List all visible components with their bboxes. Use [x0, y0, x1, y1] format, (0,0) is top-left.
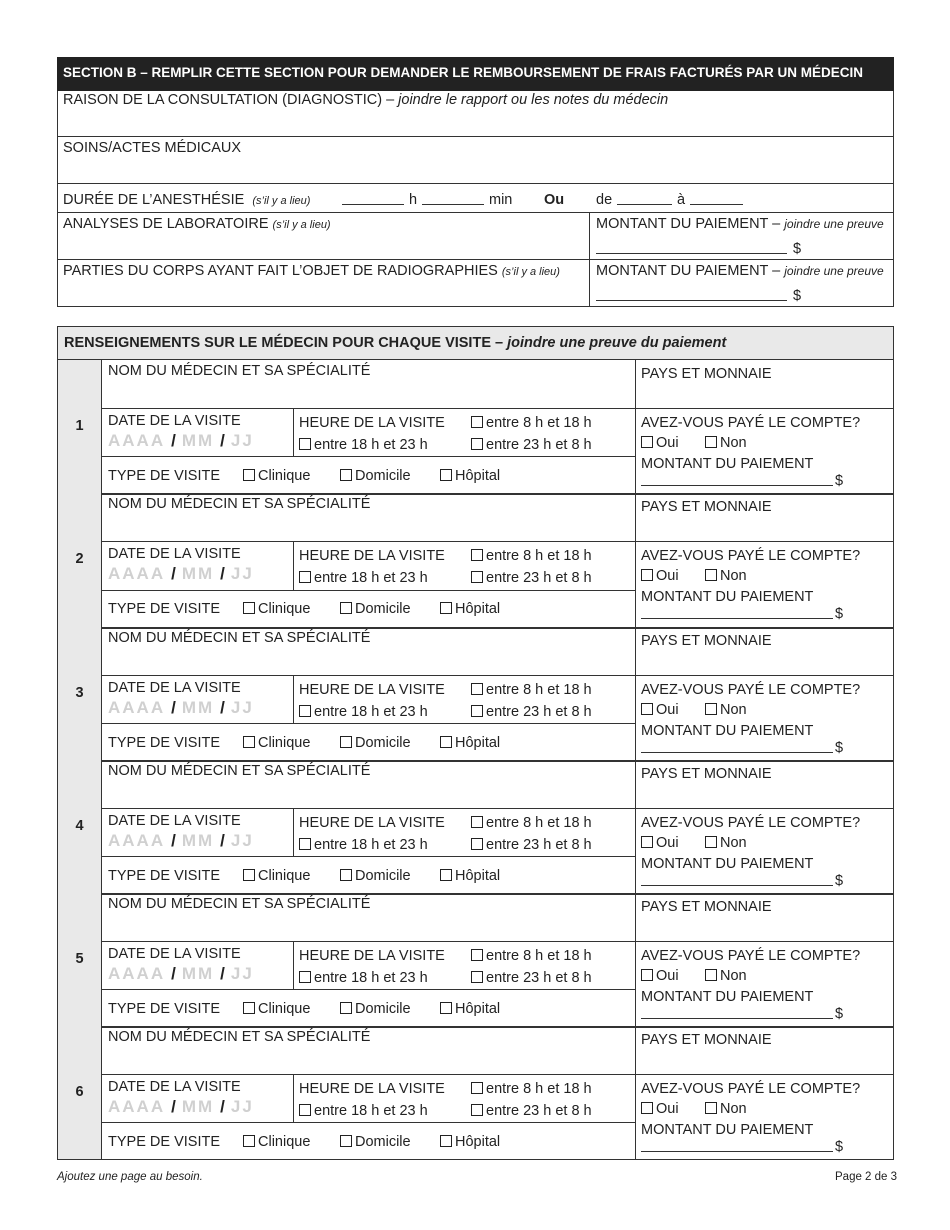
type-clinic-option[interactable]: Clinique	[243, 735, 310, 752]
checkbox[interactable]	[440, 1135, 452, 1147]
date-month-placeholder: MM	[181, 1097, 215, 1116]
date-separator: /	[171, 564, 176, 583]
visit-date-label: DATE DE LA VISITE	[108, 813, 241, 829]
type-hospital-option[interactable]: Hôpital	[440, 1134, 500, 1151]
time-option-2[interactable]: entre 18 h et 23 h	[299, 970, 428, 987]
type-home-option[interactable]: Domicile	[340, 735, 411, 752]
visit-type-label: TYPE DE VISITE	[108, 868, 220, 884]
amount-label: MONTANT DU PAIEMENT	[641, 856, 814, 872]
checkbox[interactable]	[705, 703, 717, 715]
checkbox[interactable]	[471, 549, 483, 561]
paid-question-label: AVEZ-VOUS PAYÉ LE COMPTE?	[641, 682, 861, 698]
checkbox[interactable]	[440, 869, 452, 881]
checkbox[interactable]	[243, 1135, 255, 1147]
doctor-name-label: NOM DU MÉDECIN ET SA SPÉCIALITÉ	[108, 630, 371, 646]
amount-input[interactable]	[641, 1006, 833, 1019]
lab-currency: $	[793, 241, 802, 257]
lab-payment-input[interactable]	[596, 241, 787, 254]
time-option-3[interactable]: entre 23 h et 8 h	[471, 837, 592, 854]
date-month-placeholder: MM	[181, 964, 215, 983]
care-input[interactable]	[57, 137, 894, 183]
reason-input[interactable]	[57, 91, 894, 136]
time-option-2[interactable]: entre 18 h et 23 h	[299, 1103, 428, 1120]
country-currency-label: PAYS ET MONNAIE	[641, 366, 772, 382]
country-currency-input[interactable]	[636, 1050, 893, 1073]
checkbox[interactable]	[471, 438, 483, 450]
lab-payment-note: joindre une preuve	[784, 217, 884, 231]
xray-input[interactable]	[57, 260, 589, 306]
country-currency-input[interactable]	[636, 384, 893, 407]
date-year-placeholder: AAAA	[108, 698, 166, 717]
type-home-option[interactable]: Domicile	[340, 1001, 411, 1018]
checkbox[interactable]	[471, 683, 483, 695]
date-separator: /	[171, 698, 176, 717]
xray-currency: $	[793, 288, 802, 304]
type-home-option[interactable]: Domicile	[340, 868, 411, 885]
xray-payment-label: MONTANT DU PAIEMENT – joindre une preuve	[596, 263, 884, 279]
amount-currency: $	[835, 873, 844, 889]
amount-input[interactable]	[641, 873, 833, 886]
paid-no-option[interactable]: Non	[705, 968, 747, 985]
xray-payment-note: joindre une preuve	[784, 264, 884, 278]
visit-time-label: HEURE DE LA VISITE	[299, 415, 445, 431]
lab-input[interactable]	[57, 213, 589, 259]
date-month-placeholder: MM	[181, 431, 215, 450]
time-option-2[interactable]: entre 18 h et 23 h	[299, 437, 428, 454]
country-currency-label: PAYS ET MONNAIE	[641, 1032, 772, 1048]
doctor-name-input[interactable]	[102, 913, 634, 940]
visit-type-label: TYPE DE VISITE	[108, 601, 220, 617]
time-option-1[interactable]: entre 8 h et 18 h	[471, 415, 592, 432]
paid-question-label: AVEZ-VOUS PAYÉ LE COMPTE?	[641, 1081, 861, 1097]
lab-label: ANALYSES DE LABORATOIRE (s’il y a lieu)	[63, 216, 331, 232]
amount-currency: $	[835, 1139, 844, 1155]
checkbox[interactable]	[471, 1104, 483, 1116]
doctor-info-note: joindre une preuve du paiement	[507, 335, 727, 351]
date-separator: /	[220, 698, 225, 717]
anesthesia-hours-input[interactable]	[342, 192, 404, 205]
date-separator: /	[220, 831, 225, 850]
doctor-info-title: RENSEIGNEMENTS SUR LE MÉDECIN POUR CHAQUE VISITE –	[64, 335, 504, 351]
doctor-name-label: NOM DU MÉDECIN ET SA SPÉCIALITÉ	[108, 896, 371, 912]
date-year-placeholder: AAAA	[108, 564, 166, 583]
type-hospital-option[interactable]: Hôpital	[440, 1001, 500, 1018]
checkbox[interactable]	[440, 1002, 452, 1014]
paid-yes-option[interactable]: Oui	[641, 968, 679, 985]
date-year-placeholder: AAAA	[108, 1097, 166, 1116]
time-option-1[interactable]: entre 8 h et 18 h	[471, 1081, 592, 1098]
checkbox[interactable]	[299, 705, 311, 717]
type-clinic-option[interactable]: Clinique	[243, 468, 310, 485]
doctor-name-input[interactable]	[102, 380, 634, 407]
visit-type-label: TYPE DE VISITE	[108, 1001, 220, 1017]
amount-currency: $	[835, 473, 844, 489]
time-option-2[interactable]: entre 18 h et 23 h	[299, 704, 428, 721]
amount-input[interactable]	[641, 740, 833, 753]
reason-note: joindre le rapport ou les notes du médecin	[398, 92, 669, 108]
checkbox[interactable]	[705, 569, 717, 581]
date-year-placeholder: AAAA	[108, 964, 166, 983]
checkbox[interactable]	[340, 469, 352, 481]
doctor-name-input[interactable]	[102, 513, 634, 540]
amount-label: MONTANT DU PAIEMENT	[641, 723, 814, 739]
date-day-placeholder: JJ	[230, 831, 254, 850]
date-day-placeholder: JJ	[230, 431, 254, 450]
checkbox[interactable]	[440, 469, 452, 481]
visit-date-label: DATE DE LA VISITE	[108, 946, 241, 962]
type-clinic-option[interactable]: Clinique	[243, 1001, 310, 1018]
visit-date-input[interactable]	[108, 831, 254, 851]
checkbox[interactable]	[471, 1082, 483, 1094]
to-label: à	[677, 192, 686, 208]
type-clinic-option[interactable]: Clinique	[243, 1134, 310, 1151]
date-day-placeholder: JJ	[230, 564, 254, 583]
lab-payment-label: MONTANT DU PAIEMENT – joindre une preuve	[596, 216, 884, 232]
visit-date-label: DATE DE LA VISITE	[108, 1079, 241, 1095]
checkbox[interactable]	[471, 416, 483, 428]
amount-label: MONTANT DU PAIEMENT	[641, 1122, 814, 1138]
date-month-placeholder: MM	[181, 564, 215, 583]
anesthesia-from-input[interactable]	[617, 192, 672, 205]
type-hospital-option[interactable]: Hôpital	[440, 868, 500, 885]
time-option-3[interactable]: entre 23 h et 8 h	[471, 704, 592, 721]
checkbox[interactable]	[299, 1104, 311, 1116]
paid-no-option[interactable]: Non	[705, 568, 747, 585]
anesthesia-to-input[interactable]	[690, 192, 743, 205]
visit-date-input[interactable]	[108, 564, 254, 584]
checkbox[interactable]	[340, 736, 352, 748]
doctor-name-input[interactable]	[102, 780, 634, 807]
checkbox[interactable]	[440, 602, 452, 614]
amount-label: MONTANT DU PAIEMENT	[641, 456, 814, 472]
paid-no-option[interactable]: Non	[705, 435, 747, 452]
checkbox[interactable]	[340, 1002, 352, 1014]
xray-payment-input[interactable]	[596, 288, 787, 301]
visit-date-input[interactable]	[108, 964, 254, 984]
visit-number: 4	[75, 817, 84, 834]
checkbox[interactable]	[641, 836, 653, 848]
date-month-placeholder: MM	[181, 831, 215, 850]
visit-number: 2	[75, 551, 84, 567]
amount-label: MONTANT DU PAIEMENT	[641, 989, 814, 1005]
checkbox[interactable]	[243, 469, 255, 481]
checkbox[interactable]	[243, 1002, 255, 1014]
visit-type-label: TYPE DE VISITE	[108, 1134, 220, 1150]
type-home-option[interactable]: Domicile	[340, 1134, 411, 1151]
time-option-2[interactable]: entre 18 h et 23 h	[299, 837, 428, 854]
checkbox[interactable]	[471, 838, 483, 850]
date-separator: /	[220, 1097, 225, 1116]
checkbox[interactable]	[471, 971, 483, 983]
doctor-info-header	[57, 326, 894, 360]
visit-number: 3	[75, 684, 84, 701]
paid-yes-option[interactable]: Oui	[641, 835, 679, 852]
time-option-3[interactable]: entre 23 h et 8 h	[471, 1103, 592, 1120]
country-currency-input[interactable]	[636, 517, 893, 540]
doctor-name-label: NOM DU MÉDECIN ET SA SPÉCIALITÉ	[108, 1029, 371, 1045]
unit-minutes: min	[489, 192, 513, 208]
checkbox[interactable]	[705, 1102, 717, 1114]
visit-time-label: HEURE DE LA VISITE	[299, 948, 445, 964]
checkbox[interactable]	[299, 438, 311, 450]
visit-date-label: DATE DE LA VISITE	[108, 546, 241, 562]
footer-note: Ajoutez une page au besoin.	[57, 1171, 203, 1183]
checkbox[interactable]	[641, 969, 653, 981]
checkbox[interactable]	[299, 971, 311, 983]
date-separator: /	[220, 564, 225, 583]
checkbox[interactable]	[641, 569, 653, 581]
date-year-placeholder: AAAA	[108, 831, 166, 850]
time-option-1[interactable]: entre 8 h et 18 h	[471, 682, 592, 699]
visit-time-label: HEURE DE LA VISITE	[299, 815, 445, 831]
xray-if-applicable: (s’il y a lieu)	[501, 266, 560, 278]
time-option-1[interactable]: entre 8 h et 18 h	[471, 948, 592, 965]
anesthesia-minutes-input[interactable]	[422, 192, 484, 205]
checkbox[interactable]	[705, 836, 717, 848]
visit-type-label: TYPE DE VISITE	[108, 468, 220, 484]
visit-time-label: HEURE DE LA VISITE	[299, 1081, 445, 1097]
date-separator: /	[220, 431, 225, 450]
visit-number: 1	[75, 417, 84, 434]
paid-no-option[interactable]: Non	[705, 1101, 747, 1118]
type-clinic-option[interactable]: Clinique	[243, 868, 310, 885]
time-option-3[interactable]: entre 23 h et 8 h	[471, 970, 592, 987]
visit-number: 5	[75, 950, 84, 967]
section-b-title: SECTION B – REMPLIR CETTE SECTION POUR DEMANDER LE REMBOURSEMENT DE FRAIS FACTURÉS PAR UN MÉDECIN	[63, 65, 864, 80]
type-hospital-option[interactable]: Hôpital	[440, 601, 500, 618]
visit-type-label: TYPE DE VISITE	[108, 735, 220, 751]
paid-no-option[interactable]: Non	[705, 835, 747, 852]
checkbox[interactable]	[471, 949, 483, 961]
visit-date-input[interactable]	[108, 1097, 254, 1117]
visit-date-label: DATE DE LA VISITE	[108, 680, 241, 696]
date-separator: /	[171, 431, 176, 450]
doctor-name-input[interactable]	[102, 647, 634, 674]
checkbox[interactable]	[299, 838, 311, 850]
visit-date-label: DATE DE LA VISITE	[108, 413, 241, 429]
date-separator: /	[171, 831, 176, 850]
reason-label: RAISON DE LA CONSULTATION (DIAGNOSTIC) – joindre le rapport ou les notes du médecin	[63, 92, 669, 108]
visit-date-input[interactable]	[108, 698, 254, 718]
doctor-name-label: NOM DU MÉDECIN ET SA SPÉCIALITÉ	[108, 763, 371, 779]
date-month-placeholder: MM	[181, 698, 215, 717]
date-year-placeholder: AAAA	[108, 431, 166, 450]
paid-yes-option[interactable]: Oui	[641, 1101, 679, 1118]
checkbox[interactable]	[243, 736, 255, 748]
amount-input[interactable]	[641, 1139, 833, 1152]
checkbox[interactable]	[705, 436, 717, 448]
paid-question-label: AVEZ-VOUS PAYÉ LE COMPTE?	[641, 548, 861, 564]
checkbox[interactable]	[299, 571, 311, 583]
from-label: de	[596, 192, 613, 208]
checkbox[interactable]	[471, 571, 483, 583]
doctor-name-label: NOM DU MÉDECIN ET SA SPÉCIALITÉ	[108, 363, 371, 379]
type-hospital-option[interactable]: Hôpital	[440, 468, 500, 485]
amount-currency: $	[835, 606, 844, 622]
checkbox[interactable]	[340, 602, 352, 614]
section-b-header	[57, 57, 894, 91]
visit-date-input[interactable]	[108, 431, 254, 451]
care-label: SOINS/ACTES MÉDICAUX	[63, 140, 242, 156]
time-option-3[interactable]: entre 23 h et 8 h	[471, 570, 592, 587]
anesthesia-label: DURÉE DE L’ANESTHÉSIE (s’il y a lieu)	[63, 192, 311, 208]
date-day-placeholder: JJ	[230, 1097, 254, 1116]
type-home-option[interactable]: Domicile	[340, 468, 411, 485]
unit-hours: h	[409, 192, 418, 208]
paid-yes-option[interactable]: Oui	[641, 702, 679, 719]
anesthesia-if-applicable: (s’il y a lieu)	[252, 195, 311, 207]
amount-currency: $	[835, 740, 844, 756]
paid-question-label: AVEZ-VOUS PAYÉ LE COMPTE?	[641, 415, 861, 431]
country-currency-label: PAYS ET MONNAIE	[641, 633, 772, 649]
checkbox[interactable]	[340, 1135, 352, 1147]
date-separator: /	[171, 1097, 176, 1116]
checkbox[interactable]	[471, 705, 483, 717]
amount-input[interactable]	[641, 473, 833, 486]
paid-no-option[interactable]: Non	[705, 702, 747, 719]
country-currency-label: PAYS ET MONNAIE	[641, 499, 772, 515]
visit-time-label: HEURE DE LA VISITE	[299, 548, 445, 564]
country-currency-label: PAYS ET MONNAIE	[641, 766, 772, 782]
xray-label: PARTIES DU CORPS AYANT FAIT L’OBJET DE RADIOGRAPHIES (s’il y a lieu)	[63, 263, 560, 279]
page-number: Page 2 de 3	[835, 1171, 898, 1183]
lab-if-applicable: (s’il y a lieu)	[272, 219, 331, 231]
paid-question-label: AVEZ-VOUS PAYÉ LE COMPTE?	[641, 815, 861, 831]
checkbox[interactable]	[641, 1102, 653, 1114]
type-hospital-option[interactable]: Hôpital	[440, 735, 500, 752]
checkbox[interactable]	[340, 869, 352, 881]
checkbox[interactable]	[243, 602, 255, 614]
doctor-name-label: NOM DU MÉDECIN ET SA SPÉCIALITÉ	[108, 496, 371, 512]
paid-question-label: AVEZ-VOUS PAYÉ LE COMPTE?	[641, 948, 861, 964]
country-currency-input[interactable]	[636, 784, 893, 807]
type-clinic-option[interactable]: Clinique	[243, 601, 310, 618]
time-option-3[interactable]: entre 23 h et 8 h	[471, 437, 592, 454]
checkbox[interactable]	[471, 816, 483, 828]
date-day-placeholder: JJ	[230, 964, 254, 983]
time-option-1[interactable]: entre 8 h et 18 h	[471, 815, 592, 832]
country-currency-input[interactable]	[636, 651, 893, 674]
time-option-2[interactable]: entre 18 h et 23 h	[299, 570, 428, 587]
doctor-name-input[interactable]	[102, 1046, 634, 1073]
country-currency-label: PAYS ET MONNAIE	[641, 899, 772, 915]
country-currency-input[interactable]	[636, 917, 893, 940]
checkbox[interactable]	[705, 969, 717, 981]
date-separator: /	[220, 964, 225, 983]
checkbox[interactable]	[440, 736, 452, 748]
amount-currency: $	[835, 1006, 844, 1022]
paid-yes-option[interactable]: Oui	[641, 435, 679, 452]
checkbox[interactable]	[641, 436, 653, 448]
paid-yes-option[interactable]: Oui	[641, 568, 679, 585]
checkbox[interactable]	[243, 869, 255, 881]
checkbox[interactable]	[641, 703, 653, 715]
time-option-1[interactable]: entre 8 h et 18 h	[471, 548, 592, 565]
visit-time-label: HEURE DE LA VISITE	[299, 682, 445, 698]
type-home-option[interactable]: Domicile	[340, 601, 411, 618]
amount-input[interactable]	[641, 606, 833, 619]
amount-label: MONTANT DU PAIEMENT	[641, 589, 814, 605]
date-day-placeholder: JJ	[230, 698, 254, 717]
or-label: Ou	[544, 192, 565, 208]
visit-number: 6	[75, 1083, 84, 1100]
date-separator: /	[171, 964, 176, 983]
